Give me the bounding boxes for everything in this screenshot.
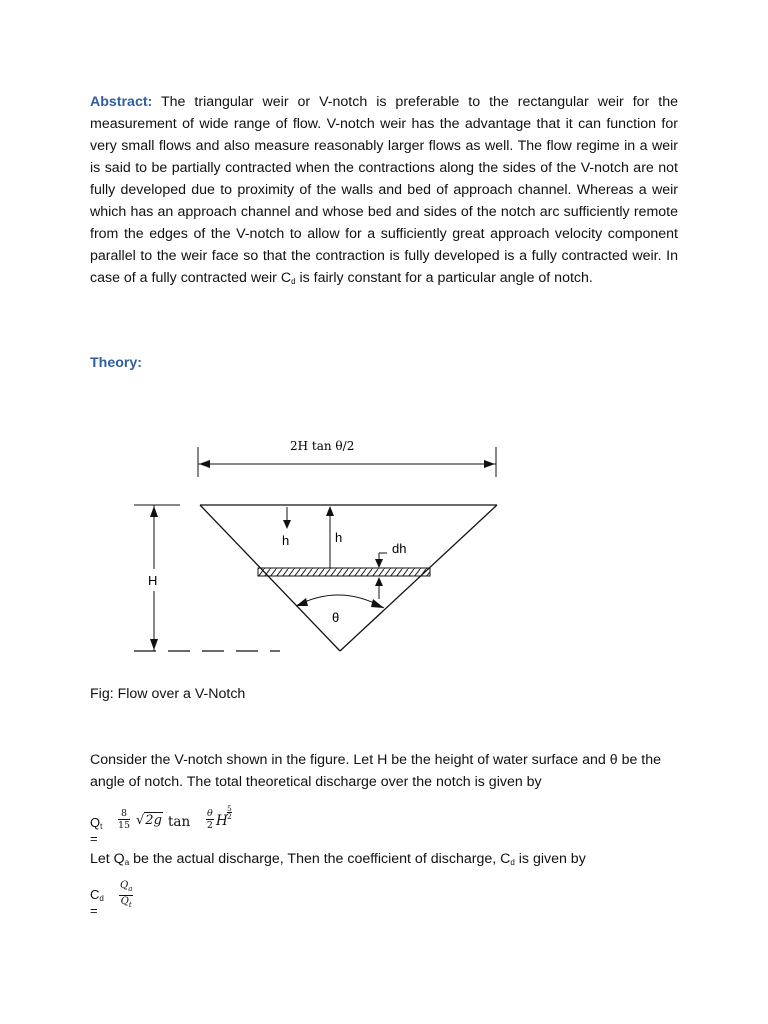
top-dimension-label: 2H tan θ/2 [290, 439, 355, 453]
dh-label: dh [392, 541, 407, 556]
cd-lhs [90, 887, 104, 918]
eight-fifteenths-fraction [118, 808, 130, 831]
exponent-numerator: 5 [227, 804, 232, 813]
notch-left-side [200, 505, 343, 651]
qt-base: Q [120, 896, 129, 907]
tan-function: tan [168, 814, 191, 830]
sqrt-term: √2g [136, 813, 162, 828]
angle-arc-right-arrow [371, 599, 384, 608]
abstract-paragraph [90, 91, 678, 293]
theory-paragraph: Consider the V-notch shown in the figure. Let H be the height of water surface and θ be the angle of notch. The total theoretical discharge over the notch is given by [90, 752, 662, 790]
fraction-denominator: 15 [118, 820, 131, 831]
abstract-body: The triangular weir or V-notch is preferable to the rectangular weir for the measurement of wide range of flow. V-notch weir has the advantage that it can function for very small flows and also measure reasonably larger flows as well. The flow regime in a weir is said to be partially contracted when the contractions along the sides of the V-notch are not fully developed due to proximity of the walls and bed of approach channel. Whereas a weir which has an approach channel and whose bed and sides of the notch arc sufficiently remote from the edges of the V-notch to allow for a sufficiently great approach velocity component parallel to the weir face so that the contraction is fully developed is a fully contracted weir. In case of a fully contracted weir C [90, 94, 678, 286]
h-label-left: h [282, 533, 290, 548]
angle-label: θ [332, 610, 340, 625]
angle-arc [296, 595, 384, 608]
half-theta-fraction [206, 808, 214, 831]
top-dimension-right-arrow [484, 460, 495, 468]
cd-paragraph-part2: be the actual discharge, Then the coefficient of discharge, C [129, 851, 511, 867]
v-notch-diagram [120, 425, 520, 675]
angle-arc-left-arrow [296, 598, 308, 606]
dh-arrow-head-bottom [375, 577, 383, 586]
qt-sub: t [128, 901, 132, 909]
cd-equals: = [90, 903, 98, 918]
top-dimension-left-arrow [199, 460, 210, 468]
qt-denominator [119, 896, 133, 911]
cd-subscript: d [510, 858, 515, 867]
h-label-mid: h [335, 530, 343, 545]
qt-lhs [90, 815, 102, 846]
theta-denominator: 2 [206, 820, 213, 831]
height-label: H [148, 573, 158, 588]
elementary-strip [258, 568, 430, 576]
cd-symbol: C [90, 887, 100, 902]
v-notch-figure [120, 425, 520, 675]
cd-lhs-subscript: d [99, 894, 104, 903]
qt-equals: = [90, 831, 98, 846]
figure-caption: Fig: Flow over a V-Notch [90, 686, 246, 702]
qt-symbol: Q [90, 815, 101, 830]
h-arrow-left-head [283, 520, 291, 529]
abstract-label: Abstract: [90, 94, 153, 110]
sqrt-argument: 2g [145, 813, 162, 828]
height-arrow-bottom [150, 639, 158, 650]
h-symbol: H [216, 813, 228, 829]
qa-base: Q [120, 880, 129, 891]
cd-paragraph [90, 848, 586, 874]
h-arrow-mid-head [326, 506, 334, 516]
qa-over-qt-fraction [119, 880, 133, 911]
theta-numerator: θ [207, 808, 213, 819]
cd-paragraph-part3: is given by [514, 851, 586, 867]
qt-subscript: t [100, 822, 103, 831]
dh-arrow-head-top [375, 559, 383, 568]
height-arrow-top [150, 506, 158, 517]
abstract-cd-subscript: d [291, 277, 296, 286]
abstract-tail: is fairly constant for a particular angle of notch. [295, 270, 593, 286]
cd-paragraph-part1: Let Q [90, 851, 125, 867]
qa-sub: a [128, 885, 133, 893]
notch-right-side [340, 505, 497, 651]
qa-subscript: a [124, 858, 130, 867]
exponent-denominator: 2 [227, 812, 232, 821]
qa-numerator [119, 880, 133, 896]
fraction-numerator: 8 [118, 808, 130, 820]
theory-heading: Theory: [90, 355, 143, 371]
five-halves-exponent [227, 805, 232, 820]
